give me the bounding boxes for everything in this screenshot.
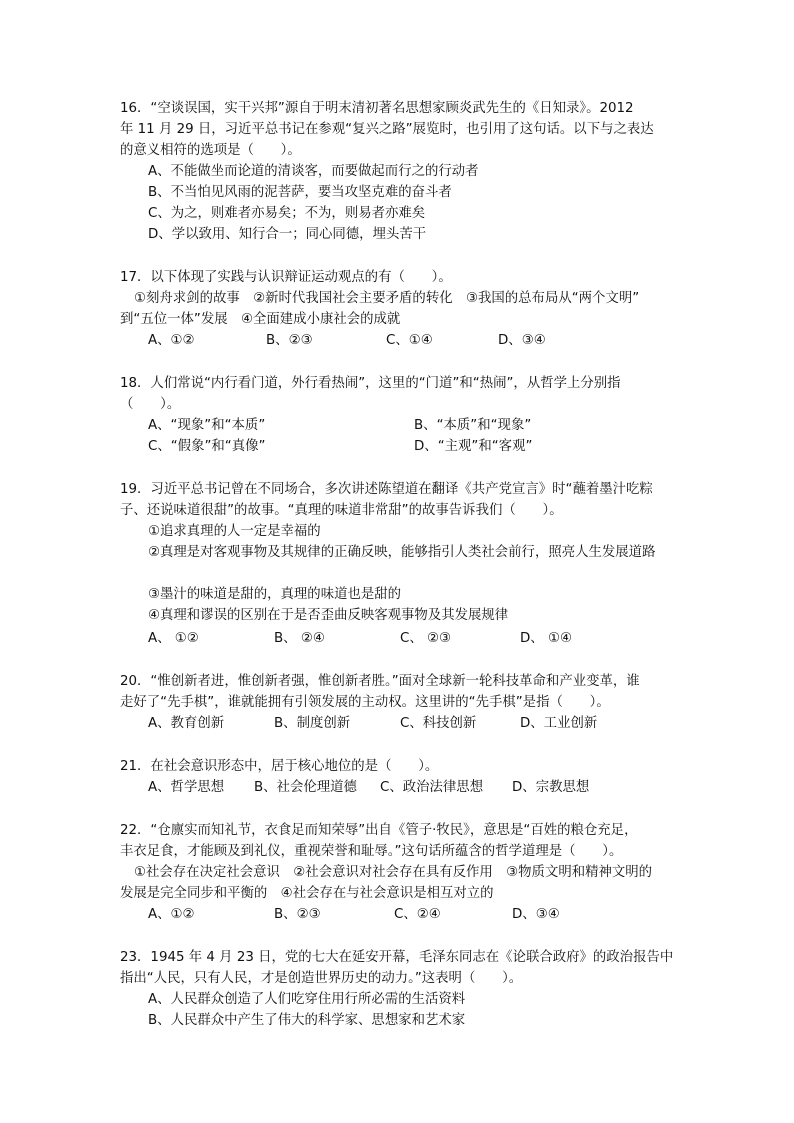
choice-row <box>120 777 680 798</box>
choice-a: A、①② <box>148 333 195 348</box>
choice-b: B、②③ <box>266 333 313 348</box>
option-b: B、不当怕见风雨的泥菩萨，要当攻坚克难的奋斗者 <box>148 185 452 200</box>
choice-d: D、③④ <box>512 907 560 922</box>
option-d: D、学以致用、知行合一；同心同德，埋头苦干 <box>148 227 427 242</box>
choice-d: D、工业创新 <box>520 716 598 731</box>
question-19 <box>120 479 680 649</box>
question-21 <box>120 756 680 798</box>
blank-line <box>120 563 680 584</box>
choice-a: A、 ①② <box>148 631 199 646</box>
choice-b: B、社会伦理道德 <box>254 780 357 795</box>
statement-2: ②真理是对客观事物及其规律的正确反映，能够指引人类社会前行，照亮人生发展道路 <box>148 545 656 560</box>
question-23 <box>120 947 680 1031</box>
choice-b: B、 ②④ <box>274 631 325 646</box>
statement-line: 发展是完全同步和平衡的 ④社会存在与社会意识是相互对立的 <box>120 886 494 901</box>
choice-c: C、 ②③ <box>400 631 452 646</box>
question-text: 年 11 月 29 日，习近平总书记在参观“复兴之路”展览时，也引用了这句话。以下与之表达 <box>120 122 654 137</box>
statement-1: ①追求真理的人一定是幸福的 <box>148 524 321 539</box>
option-a: A、不能做坐而论道的清谈客，而要做起而行之的行动者 <box>148 164 479 179</box>
question-text: 19．习近平总书记曾在不同场合，多次讲述陈望道在翻译《共产党宣言》时“蘸着墨汁吃粽 <box>120 482 653 497</box>
question-text: 的意义相符的选项是（ ）。 <box>120 143 301 158</box>
choice-row <box>120 904 680 925</box>
choice-row <box>120 436 680 457</box>
choice-c: C、“假象”和“真像” <box>148 439 266 454</box>
question-20 <box>120 671 680 734</box>
question-text: 指出“人民，只有人民，才是创造世界历史的动力。”这表明（ ）。 <box>120 971 523 986</box>
question-16 <box>120 98 680 245</box>
choice-b: B、制度创新 <box>274 716 351 731</box>
question-text: 走好了“先手棋”，谁就能拥有引领发展的主动权。这里讲的“先手棋”是指（ ）。 <box>120 695 610 710</box>
question-text: 16．“空谈误国，实干兴邦”源自于明末清初著名思想家顾炎武先生的《日知录》。2012 <box>120 101 634 116</box>
question-text: 子、还说味道很甜”的故事。“真理的味道非常甜”的故事告诉我们（ ）。 <box>120 503 563 518</box>
statement-line: 到“五位一体”发展 ④全面建成小康社会的成就 <box>120 312 401 327</box>
choice-row <box>120 713 680 734</box>
choice-row <box>120 330 680 351</box>
choice-b: B、②③ <box>274 907 321 922</box>
question-text: 丰衣足食，才能顾及到礼仪，重视荣誉和耻辱。”这句话所蕴含的哲学道理是（ ）。 <box>120 844 623 859</box>
choice-d: D、宗教思想 <box>512 780 590 795</box>
question-text: 22．“仓廪实而知礼节，衣食足而知荣辱”出自《管子·牧民》，意思是“百姓的粮仓充足， <box>120 823 638 838</box>
question-text: （ ）。 <box>120 397 181 412</box>
choice-row <box>120 628 680 649</box>
choice-c: C、①④ <box>386 333 433 348</box>
statement-3: ③墨汁的味道是甜的，真理的味道也是甜的 <box>148 587 402 602</box>
choice-c: C、政治法律思想 <box>380 780 484 795</box>
option-a: A、人民群众创造了人们吃穿住用行所必需的生活资料 <box>148 992 466 1007</box>
choice-d: D、“主观”和“客观” <box>414 439 533 454</box>
question-17 <box>120 267 680 351</box>
choice-d: D、③④ <box>498 333 546 348</box>
choice-b: B、“本质”和“现象” <box>414 418 532 433</box>
choice-d: D、 ①④ <box>520 631 572 646</box>
question-22 <box>120 820 680 925</box>
option-c: C、为之，则难者亦易矣；不为，则易者亦难矣 <box>148 206 426 221</box>
choice-row <box>120 415 680 436</box>
question-18 <box>120 373 680 457</box>
statement-line: ①刻舟求剑的故事 ②新时代我国社会主要矛盾的转化 ③我国的总布局从“两个文明” <box>134 291 640 306</box>
question-text: 17．以下体现了实践与认识辩证运动观点的有（ ）。 <box>120 270 452 285</box>
choice-a: A、①② <box>148 907 195 922</box>
choice-c: C、科技创新 <box>400 716 477 731</box>
choice-a: A、“现象”和“本质” <box>148 418 266 433</box>
statement-line: ①社会存在决定社会意识 ②社会意识对社会存在具有反作用 ③物质文明和精神文明的 <box>134 865 653 880</box>
choice-c: C、②④ <box>394 907 441 922</box>
statement-4: ④真理和谬误的区别在于是否歪曲反映客观事物及其发展规律 <box>148 608 509 623</box>
question-text: 21．在社会意识形态中，居于核心地位的是（ ）。 <box>120 759 439 774</box>
option-b: B、人民群众中产生了伟大的科学家、思想家和艺术家 <box>148 1013 466 1028</box>
question-text: 20．“惟创新者进，惟创新者强，惟创新者胜。”面对全球新一轮科技革命和产业变革，谁 <box>120 674 640 689</box>
choice-a: A、教育创新 <box>148 716 225 731</box>
choice-a: A、哲学思想 <box>148 780 225 795</box>
exam-page <box>120 98 680 1053</box>
question-text: 18．人们常说“内行看门道，外行看热闹”，这里的“门道”和“热闹”，从哲学上分别指 <box>120 376 621 391</box>
question-text: 23．1945 年 4 月 23 日，党的七大在延安开幕，毛泽东同志在《论联合政府》的政治报告中 <box>120 950 674 965</box>
